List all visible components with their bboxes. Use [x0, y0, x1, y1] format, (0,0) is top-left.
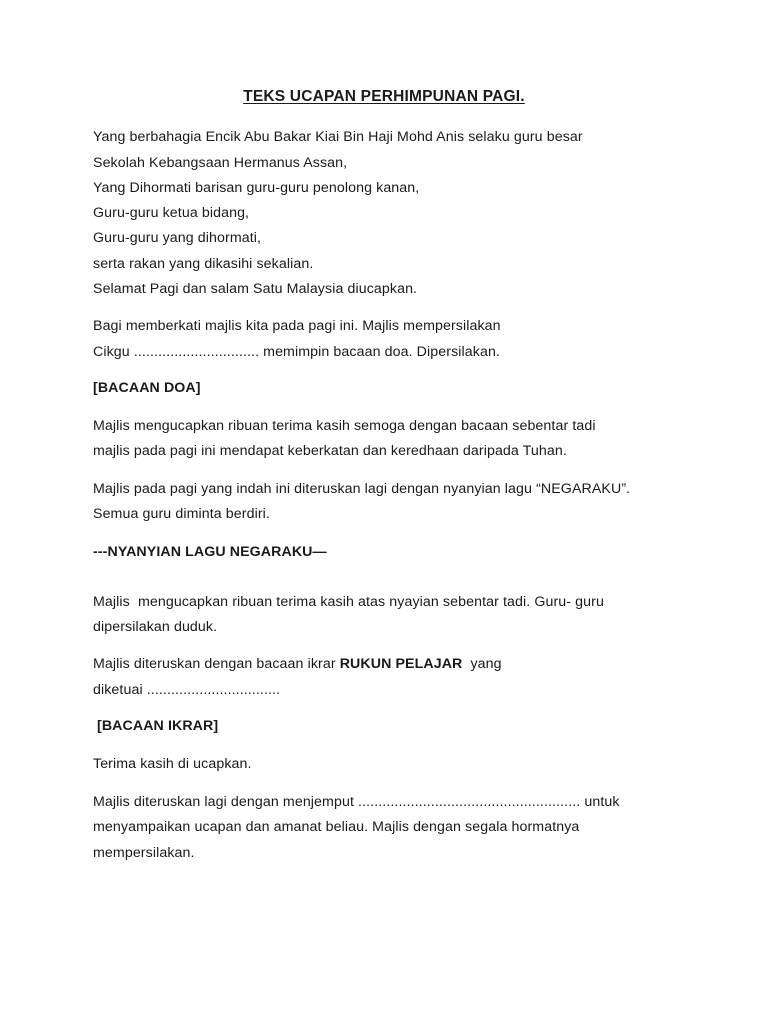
negaraku-intro-line: Semua guru diminta berdiri. — [93, 506, 270, 522]
salutation-line: Yang Dihormati barisan guru-guru penolong kanan, — [93, 180, 420, 196]
salutation-line: serta rakan yang dikasihi sekalian. — [93, 256, 314, 272]
thanks-negaraku-line: dipersilakan duduk. — [93, 619, 218, 635]
ikrar-intro-prefix: Majlis diteruskan dengan bacaan ikrar — [93, 656, 340, 672]
salutation-line: Selamat Pagi dan salam Satu Malaysia diucapkan. — [93, 281, 418, 297]
salutation-line: Guru-guru ketua bidang, — [93, 205, 250, 221]
negaraku-intro-line: Majlis pada pagi yang indah ini diteruskan lagi dengan nyanyian lagu “NEGARAKU”. — [93, 481, 631, 497]
salutation-line: Sekolah Kebangsaan Hermanus Assan, — [93, 155, 348, 171]
document-title: TEKS UCAPAN PERHIMPUNAN PAGI. — [243, 88, 525, 105]
heading-nyanyian-negaraku: ---NYANYIAN LAGU NEGARAKU— — [93, 544, 327, 560]
doa-intro-line: Bagi memberkati majlis kita pada pagi ini. Majlis mempersilakan — [93, 318, 501, 334]
thanks-doa-line: Majlis mengucapkan ribuan terima kasih semoga dengan bacaan sebentar tadi — [93, 418, 596, 434]
heading-bacaan-ikrar: [BACAAN IKRAR] — [97, 718, 219, 734]
thanks-ikrar-line: Terima kasih di ucapkan. — [93, 756, 252, 772]
closing-line: menyampaikan ucapan dan amanat beliau. Majlis dengan segala hormatnya — [93, 819, 580, 835]
salutation-line: Guru-guru yang dihormati, — [93, 230, 262, 246]
rukun-pelajar-text: RUKUN PELAJAR — [339, 656, 463, 672]
ikrar-intro-line — [93, 655, 502, 673]
thanks-doa-line: majlis pada pagi ini mendapat keberkatan dan keredhaan daripada Tuhan. — [93, 443, 567, 459]
thanks-negaraku-line: Majlis mengucapkan ribuan terima kasih atas nyayian sebentar tadi. Guru- guru — [93, 594, 604, 610]
ikrar-intro-line2: diketuai ................................. — [93, 682, 281, 698]
ikrar-intro-suffix: yang — [462, 656, 502, 672]
salutation-line: Yang berbahagia Encik Abu Bakar Kiai Bin Haji Mohd Anis selaku guru besar — [93, 129, 583, 145]
doa-intro-line: Cikgu ............................... memimpin bacaan doa. Dipersilakan. — [93, 344, 500, 360]
closing-line: mempersilakan. — [93, 845, 195, 861]
closing-line: Majlis diteruskan lagi dengan menjemput ....................................................... untuk — [93, 794, 620, 810]
heading-bacaan-doa: [BACAAN DOA] — [93, 380, 201, 396]
